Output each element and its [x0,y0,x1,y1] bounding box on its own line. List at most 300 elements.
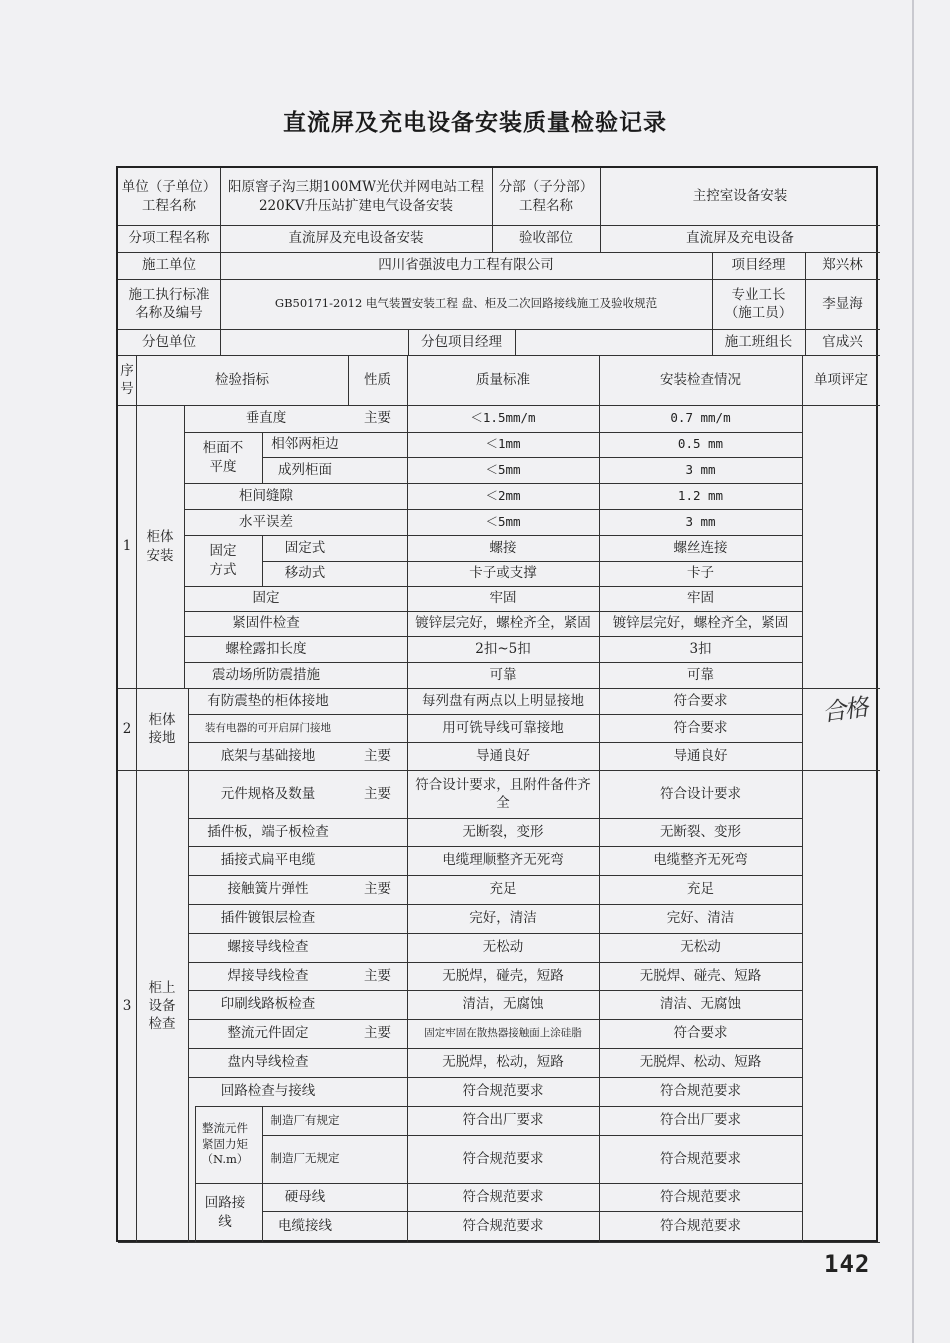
indicator-cell [188,742,348,770]
nature-cell [348,846,407,875]
indicator-cell-text: 电缆接线 [278,1218,332,1235]
grid-line [802,355,803,1242]
builder-label-text: 施工单位 [142,257,196,274]
result-cell-text: 3扣 [689,640,712,657]
indicator-cell-text: 垂直度 [245,410,287,427]
indicator-cell [188,1019,348,1048]
page-edge [912,0,914,1343]
indicator-cell-text: 螺栓露扣长度 [225,640,307,657]
nature-cell [348,770,407,818]
sub-label-text: 方式 [209,561,237,578]
group-number [118,770,136,1242]
result-cell-text: 符合规范要求 [660,1218,741,1235]
result-cell [599,405,802,432]
standard-cell-text: 螺接 [489,539,517,556]
indicator-cell [262,457,348,483]
indicator-cell [184,483,348,509]
result-cell [599,818,802,846]
indicator-cell [188,1077,348,1106]
standard-cell [407,770,599,818]
grid-line [220,329,221,355]
indicator-cell-text: 震动场所防震措施 [212,666,320,683]
nature-cell [348,535,407,561]
standard-cell-text: 固定牢固在散热器接触面上涂硅脂 [424,1027,582,1040]
result-cell-text: 3 mm [685,461,716,477]
standard-cell [407,875,599,904]
indicator-cell-text: 固定式 [284,539,326,556]
result-cell [599,846,802,875]
standard-cell [407,561,599,586]
indicator-cell-text: 装有电器的可开启屏门接地 [205,721,331,734]
standard-cell [407,904,599,933]
standard-cell [407,818,599,846]
standard-cell-text: 用可铣导线可靠接地 [442,719,564,736]
result-cell [599,1183,802,1211]
standard-cell [407,636,599,662]
indicator-cell [184,611,348,636]
indicator-cell [188,1048,348,1077]
indicator-cell [262,1106,348,1135]
group-number-text: 3 [122,997,132,1014]
indicator-cell [262,561,348,586]
foreman-value [805,279,880,329]
nature-cell [348,1048,407,1077]
nature-cell [348,933,407,962]
standard-cell-text: 电缆理顺整齐无死弯 [442,852,564,869]
standard-cell [407,1183,599,1211]
indicator-cell-text: 插件镀银层检查 [220,910,316,927]
nature-cell [348,1106,407,1135]
result-cell-text: 符合规范要求 [660,1083,741,1100]
indicator-cell [262,432,348,457]
foreman-label [712,279,805,329]
standard-cell [407,405,599,432]
sub-label [188,1183,262,1242]
result-cell [599,457,802,483]
standard-cell [407,611,599,636]
result-cell [599,509,802,535]
standard-cell [407,846,599,875]
standard-cell [407,457,599,483]
nature-cell [348,432,407,457]
nature-cell [348,457,407,483]
grid-line [515,329,516,355]
nature-cell [348,875,407,904]
sub-label-text: 柜面不 [202,440,244,457]
col-no [118,355,136,405]
unit-label-text: 工程名称 [142,197,196,214]
indicator-cell-text: 插接式扁平电缆 [220,852,316,869]
result-cell [599,662,802,688]
team-leader-value [805,329,880,355]
team-leader-label [712,329,805,355]
col-result [599,355,802,405]
nature-cell [348,1183,407,1211]
indicator-cell-text: 制造厂无规定 [270,1151,340,1166]
builder-value-text: 四川省强波电力工程有限公司 [378,257,554,274]
standard-cell [407,1019,599,1048]
indicator-cell-text: 固定 [252,590,280,607]
result-cell-text: 电缆整齐无死弯 [653,852,748,869]
standard-cell-text: 2扣~5扣 [475,640,531,657]
indicator-cell [188,714,348,742]
standard-value-text: GB50171-2012 电气装置安装工程 盘、柜及二次回路接线施工及验收规范 [274,296,658,311]
indicator-cell [262,1211,348,1242]
group-name-text: 设备 [148,997,176,1014]
standard-cell-text: 卡子或支撑 [469,565,537,582]
page-title: 直流屏及充电设备安装质量检验记录 [283,109,667,136]
indicator-cell-text: 螺接导线检查 [227,939,309,956]
standard-cell-text: 符合规范要求 [462,1218,544,1235]
indicator-cell [262,1183,348,1211]
group-name-text: 柜体 [148,711,176,728]
sub-label-text: 固定 [209,543,237,560]
standard-cell [407,662,599,688]
standard-cell [407,509,599,535]
nature-cell-text: 主要 [364,881,391,898]
indicator-cell-text: 元件规格及数量 [220,785,316,802]
nature-cell [348,1135,407,1183]
sub-label [188,1106,262,1183]
col-standard [407,355,599,405]
group-name-text: 柜体 [146,529,174,546]
result-cell-text: 卡子 [687,565,714,582]
group-number [118,405,136,688]
indicator-cell-text: 水平误差 [239,513,293,530]
sub-label-text: 整流元件 [201,1121,248,1136]
result-cell [599,1106,802,1135]
result-cell [599,1211,802,1242]
indicator-cell-text: 回路检查与接线 [220,1083,316,1100]
sub-label-text: 平度 [209,458,237,475]
standard-cell-text: ＜5mm [485,461,521,477]
result-cell [599,483,802,509]
nature-cell [348,483,407,509]
unit-value-text: 阳原窨子沟三期100MW光伏并网电站工程 [228,179,484,196]
result-cell [599,586,802,611]
indicator-cell-text: 有防震垫的柜体接地 [207,692,329,709]
result-cell [599,875,802,904]
group-number-text: 1 [122,538,132,555]
result-cell-text: 无脱焊、碰壳、短路 [639,967,762,984]
result-cell [599,714,802,742]
group-name [136,770,188,1242]
result-cell-text: 完好、清洁 [666,910,735,927]
result-cell [599,904,802,933]
col-indicator [136,355,348,405]
item-label [118,225,220,252]
group-name-text: 接地 [148,730,176,746]
indicator-cell-text: 紧固件检查 [232,615,300,632]
standard-cell-text: 导通良好 [476,747,530,764]
item-label-text: 分项工程名称 [128,230,210,247]
nature-cell-text: 主要 [364,967,391,984]
col-nature-text: 性质 [364,371,391,388]
standard-cell-text: 符合规范要求 [462,1083,544,1100]
sub-label [184,432,262,483]
nature-cell-text: 主要 [364,410,391,427]
indicator-cell [184,586,348,611]
result-cell [599,561,802,586]
group-number [118,688,136,770]
indicator-cell-text: 硬母线 [284,1188,326,1205]
indicator-cell [188,818,348,846]
nature-cell [348,1077,407,1106]
indicator-cell-text: 底架与基础接地 [220,747,316,764]
unit-label-text: 单位（子单位） [121,179,217,196]
result-cell [599,611,802,636]
subsection-value-text: 主控室设备安装 [692,188,788,205]
page-number: 142 [824,1250,871,1278]
standard-cell-text: ＜1mm [485,436,521,452]
subsection-label-text: 分部（子分部） [498,179,594,196]
result-cell-text: 导通良好 [673,747,728,764]
result-cell-text: 符合出厂要求 [660,1112,741,1129]
standard-cell-text: 全 [496,795,510,811]
col-no-text: 号 [120,381,134,397]
indicator-cell-text: 印刷线路板检查 [220,996,316,1013]
item-value [220,225,492,252]
subsection-value [600,168,880,225]
standard-cell-text: 无脱焊，松动，短路 [442,1054,564,1071]
nature-cell [348,561,407,586]
indicator-cell [188,688,348,714]
standard-cell-text: 清洁，无腐蚀 [462,996,544,1013]
subcontract-pm-label-text: 分包项目经理 [421,333,502,350]
indicator-cell [188,962,348,990]
standard-cell [407,432,599,457]
standard-cell-text: 镀锌层完好，螺栓齐全，紧固 [415,615,591,632]
result-cell [599,770,802,818]
result-cell-text: 符合规范要求 [660,1150,741,1167]
standard-cell [407,1048,599,1077]
team-leader-value-text: 官成兴 [822,333,863,350]
standard-cell [407,688,599,714]
result-cell-text: 螺丝连接 [673,539,728,556]
nature-cell [348,611,407,636]
indicator-cell [188,770,348,818]
indicator-cell-text: 整流元件固定 [227,1025,309,1042]
sub-label-text: 线 [218,1213,232,1230]
nature-cell [348,818,407,846]
standard-cell-text: 每列盘有两点以上明显接地 [422,692,584,709]
nature-cell [348,962,407,990]
result-cell-text: 3 mm [685,513,716,529]
unit-value [220,168,492,225]
group-name-text: 柜上 [148,979,176,996]
subsection-label [492,168,600,225]
subcontract-pm-label [408,329,515,355]
result-cell [599,933,802,962]
indicator-cell-text: 制造厂有规定 [270,1112,340,1127]
result-cell-text: 符合要求 [673,692,728,709]
group-name [136,405,184,688]
result-cell-text: 符合要求 [673,719,728,736]
col-standard-text: 质量标准 [476,371,530,388]
indicator-cell [188,904,348,933]
standard-cell-text: ＜1.5mm/m [470,410,536,426]
check-part-value-text: 直流屏及充电设备 [686,230,794,247]
pm-label [712,252,805,279]
result-cell-text: 符合规范要求 [660,1188,741,1205]
indicator-cell [188,933,348,962]
result-cell [599,742,802,770]
indicator-cell [188,846,348,875]
standard-cell-text: 牢固 [489,590,517,607]
result-cell [599,636,802,662]
result-cell-text: 可靠 [687,666,714,683]
result-cell [599,1135,802,1183]
standard-cell [407,714,599,742]
result-cell-text: 充足 [687,881,714,898]
col-rating-text: 单项评定 [814,371,868,388]
nature-cell-text: 主要 [364,1025,391,1042]
standard-cell [407,535,599,561]
result-cell-text: 镀锌层完好，螺栓齐全，紧固 [612,615,789,632]
result-cell [599,990,802,1019]
indicator-cell-text: 成列柜面 [278,461,332,478]
indicator-cell [262,1135,348,1183]
foreman-value-text: 李显海 [822,295,863,312]
foreman-label-text: 专业工长 [731,286,786,303]
result-cell-text: 0.5 mm [677,436,724,452]
indicator-cell [184,405,348,432]
indicator-cell [262,535,348,561]
indicator-cell-text: 相邻两柜边 [271,436,339,453]
indicator-cell [184,662,348,688]
indicator-cell-text: 接触簧片弹性 [227,881,309,898]
sub-label-text: （N.m） [201,1152,249,1167]
result-cell [599,1048,802,1077]
nature-cell [348,636,407,662]
group-name [136,688,188,770]
col-indicator-text: 检验指标 [215,371,269,388]
group-name-text: 安装 [146,547,174,564]
subsection-label-text: 工程名称 [519,197,573,214]
standard-cell-text: 无松动 [482,939,524,956]
standard-cell-text: 完好，清洁 [469,910,537,927]
result-cell-text: 0.7 mm/m [670,410,731,426]
standard-cell-text: 符合规范要求 [462,1150,544,1167]
indicator-cell [188,875,348,904]
standard-label-text: 名称及编号 [135,305,203,321]
nature-cell [348,1211,407,1242]
standard-cell [407,1106,599,1135]
standard-cell [407,990,599,1019]
standard-cell-text: 符合规范要求 [462,1188,544,1205]
inspection-record-table [116,166,878,1242]
sub-label-text: 紧固力矩 [201,1136,248,1151]
indicator-cell-text: 盘内导线检查 [227,1054,309,1071]
group-name-text: 检查 [148,1016,176,1033]
standard-cell [407,1135,599,1183]
nature-cell [348,688,407,714]
standard-cell [407,1211,599,1242]
col-rating [802,355,880,405]
standard-cell [407,933,599,962]
group-number-text: 2 [122,720,132,737]
indicator-cell [184,636,348,662]
check-part-label-text: 验收部位 [519,230,573,247]
result-cell [599,962,802,990]
unit-label [118,168,220,225]
result-cell [599,1077,802,1106]
check-part-value [600,225,880,252]
foreman-label-text: （施工员） [724,305,793,321]
indicator-cell [188,990,348,1019]
nature-cell-text: 主要 [364,785,391,802]
pm-label-text: 项目经理 [731,257,786,274]
standard-cell-text: 可靠 [489,666,517,683]
unit-value-text: 220KV升压站扩建电气设备安装 [258,197,454,214]
team-leader-label-text: 施工班组长 [724,333,793,350]
result-cell-text: 无松动 [680,939,721,956]
sub-label [184,535,262,586]
pm-value-text: 郑兴林 [822,257,863,274]
result-cell [599,688,802,714]
result-cell-text: 无断裂、变形 [660,823,741,840]
result-cell [599,535,802,561]
standard-cell-text: 符合出厂要求 [462,1112,544,1129]
standard-cell-text: 无脱焊，碰壳，短路 [442,967,564,984]
standard-cell-text: 符合设计要求，且附件备件齐 [415,776,591,793]
result-cell-text: 1.2 mm [677,487,724,503]
check-part-label [492,225,600,252]
nature-cell [348,990,407,1019]
result-cell-text: 无脱焊、松动、短路 [639,1054,762,1071]
indicator-cell-text: 焊接导线检查 [227,967,309,984]
standard-cell-text: 充足 [489,881,517,898]
nature-cell [348,509,407,535]
col-result-text: 安装检查情况 [660,371,741,388]
nature-cell [348,586,407,611]
pm-value [805,252,880,279]
nature-cell [348,1019,407,1048]
col-no-text: 序 [120,362,134,379]
standard-label-text: 施工执行标准 [128,286,210,303]
nature-cell-text: 主要 [364,747,391,764]
indicator-cell [184,509,348,535]
result-cell-text: 符合设计要求 [660,785,741,802]
nature-cell [348,904,407,933]
standard-cell [407,483,599,509]
standard-cell [407,962,599,990]
nature-cell [348,742,407,770]
item-value-text: 直流屏及充电设备安装 [288,230,424,247]
subcontract-label-text: 分包单位 [142,333,196,350]
result-cell-text: 符合要求 [673,1025,728,1042]
sub-label-text: 回路接 [204,1195,246,1212]
indicator-cell-text: 移动式 [284,565,326,582]
standard-cell-text: 无断裂，变形 [462,823,544,840]
nature-cell [348,662,407,688]
builder-value [220,252,712,279]
indicator-cell-text: 柜间缝隙 [239,487,293,504]
grid-line [118,1242,880,1243]
standard-label [118,279,220,329]
result-cell-text: 清洁、无腐蚀 [660,996,741,1013]
nature-cell [348,405,407,432]
col-nature [348,355,407,405]
standard-cell [407,742,599,770]
result-cell [599,432,802,457]
subcontract-label [118,329,220,355]
result-cell [599,1019,802,1048]
indicator-cell-text: 插件板，端子板检查 [207,823,329,840]
nature-cell [348,714,407,742]
rating-signature: 合格 [820,693,869,727]
standard-cell-text: ＜2mm [485,487,521,503]
